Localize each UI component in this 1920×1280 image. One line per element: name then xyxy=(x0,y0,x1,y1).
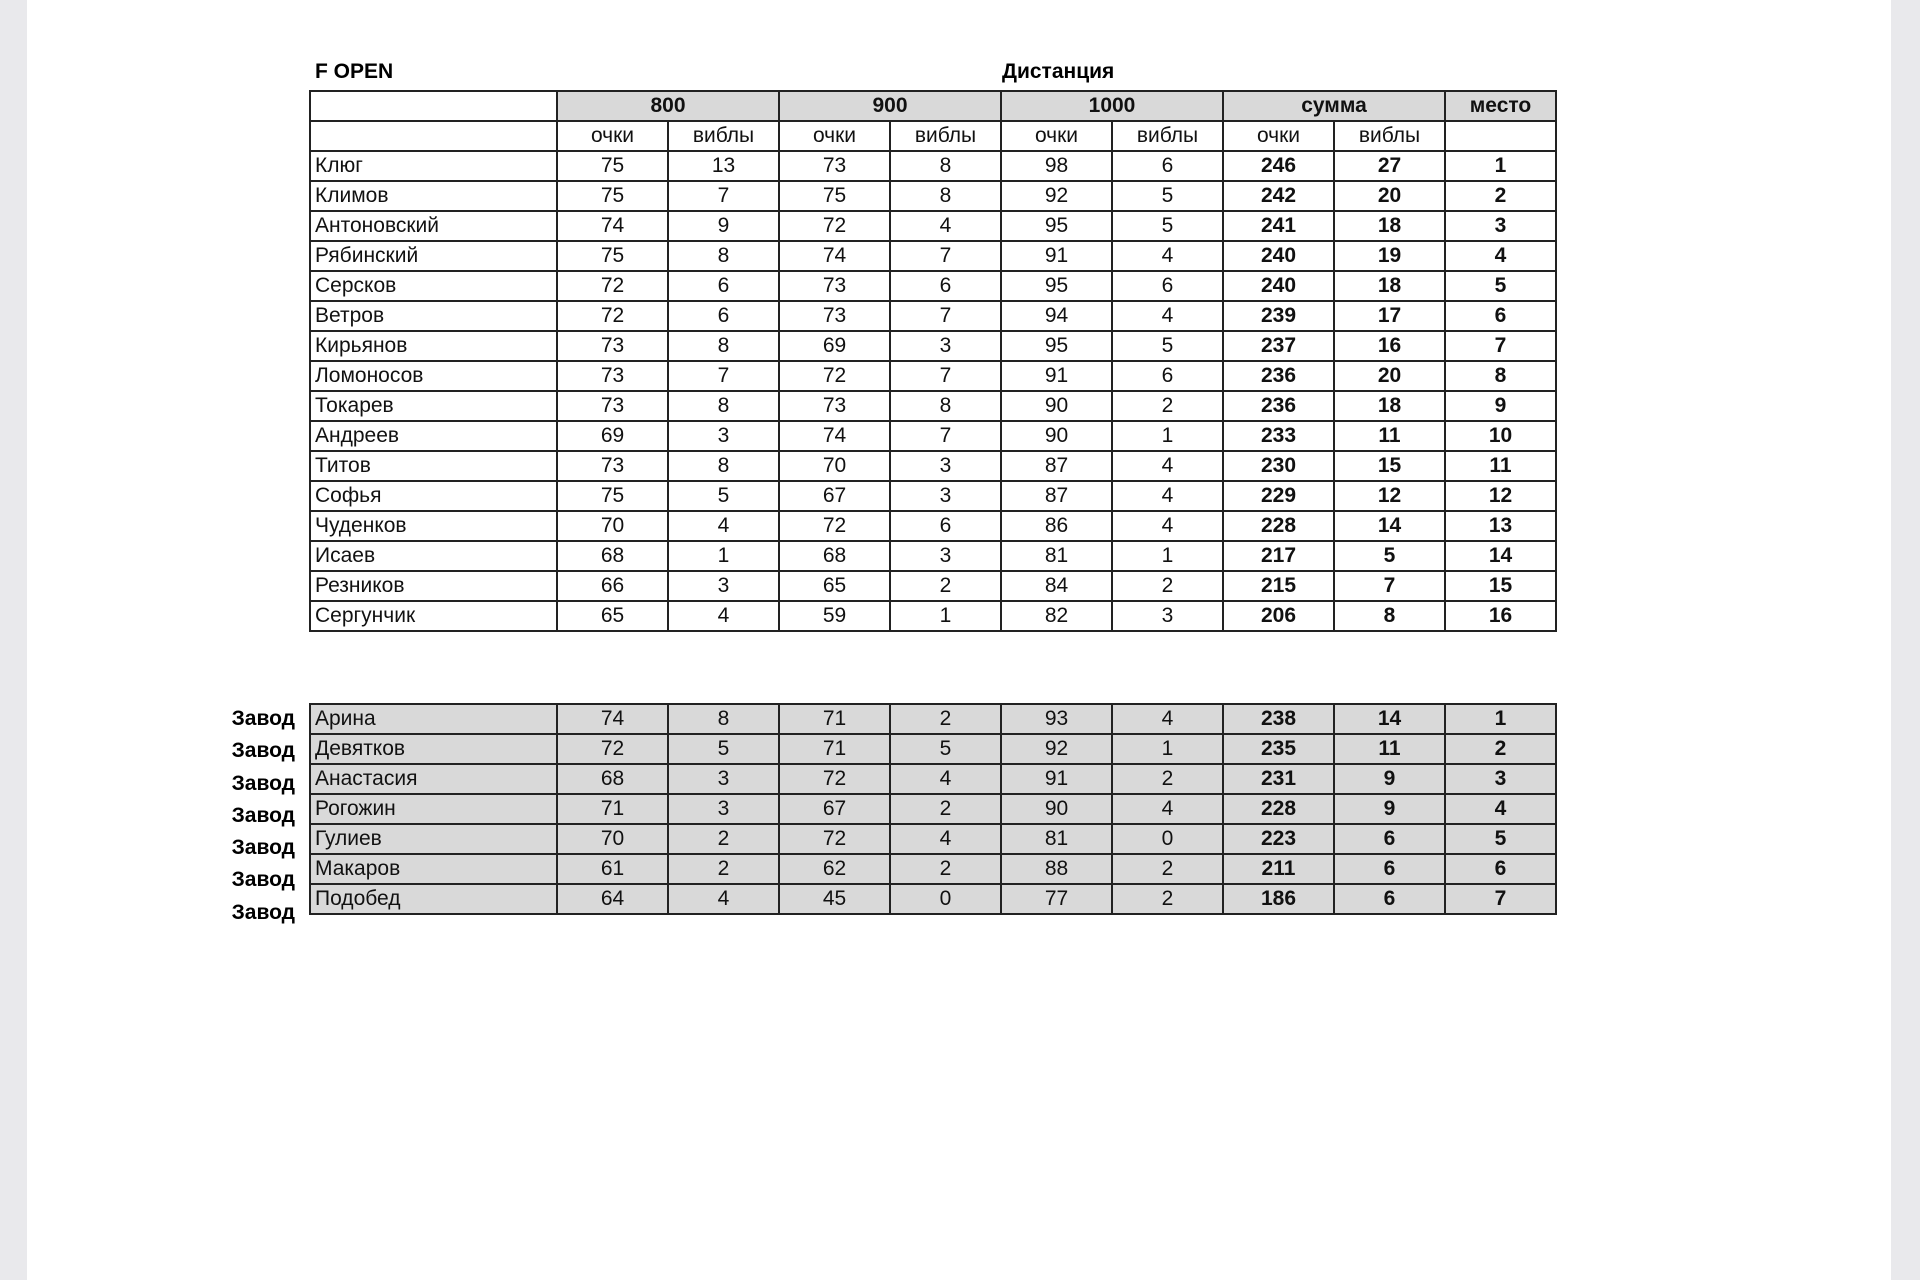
sum-cell: 242 xyxy=(1223,181,1334,211)
place-cell: 12 xyxy=(1445,481,1556,511)
results-table xyxy=(309,90,1557,632)
value-cell: 75 xyxy=(557,481,668,511)
value-cell: 84 xyxy=(1001,571,1112,601)
value-cell: 73 xyxy=(557,391,668,421)
value-cell: 6 xyxy=(1112,271,1223,301)
factory-label: Завод xyxy=(231,771,295,795)
value-cell: 8 xyxy=(890,391,1001,421)
sub-header-cell: очки xyxy=(1223,121,1334,151)
value-cell: 91 xyxy=(1001,241,1112,271)
value-cell: 67 xyxy=(779,794,890,824)
participant-name-cell: Сергунчик xyxy=(310,601,557,631)
value-cell: 3 xyxy=(890,331,1001,361)
value-cell: 91 xyxy=(1001,361,1112,391)
value-cell: 95 xyxy=(1001,331,1112,361)
value-cell: 4 xyxy=(668,884,779,914)
value-cell: 5 xyxy=(890,734,1001,764)
value-cell: 2 xyxy=(890,704,1001,734)
value-cell: 81 xyxy=(1001,824,1112,854)
factory-label: Завод xyxy=(231,803,295,827)
table-subtitle: Дистанция xyxy=(1002,60,1115,83)
factory-table-row xyxy=(310,794,1556,824)
participant-name-cell: Чуденков xyxy=(310,511,557,541)
place-cell: 1 xyxy=(1445,151,1556,181)
sum-cell: 238 xyxy=(1223,704,1334,734)
participant-name-cell: Макаров xyxy=(310,854,557,884)
sum-cell: 15 xyxy=(1334,451,1445,481)
value-cell: 61 xyxy=(557,854,668,884)
table-row xyxy=(310,301,1556,331)
table-title: F OPEN xyxy=(315,60,394,83)
sum-cell: 20 xyxy=(1334,181,1445,211)
value-cell: 66 xyxy=(557,571,668,601)
value-cell: 45 xyxy=(779,884,890,914)
value-cell: 4 xyxy=(1112,451,1223,481)
value-cell: 72 xyxy=(779,361,890,391)
value-cell: 90 xyxy=(1001,794,1112,824)
participant-name-cell: Серсков xyxy=(310,271,557,301)
value-cell: 72 xyxy=(557,734,668,764)
value-cell: 77 xyxy=(1001,884,1112,914)
value-cell: 2 xyxy=(890,854,1001,884)
sum-cell: 17 xyxy=(1334,301,1445,331)
place-cell: 15 xyxy=(1445,571,1556,601)
value-cell: 65 xyxy=(557,601,668,631)
value-cell: 3 xyxy=(890,481,1001,511)
participant-name-cell: Титов xyxy=(310,451,557,481)
value-cell: 1 xyxy=(890,601,1001,631)
value-cell: 71 xyxy=(779,704,890,734)
factory-table-row xyxy=(310,884,1556,914)
factory-table-row xyxy=(310,734,1556,764)
value-cell: 8 xyxy=(668,451,779,481)
value-cell: 68 xyxy=(557,764,668,794)
value-cell: 59 xyxy=(779,601,890,631)
place-cell: 10 xyxy=(1445,421,1556,451)
sum-cell: 240 xyxy=(1223,241,1334,271)
value-cell: 3 xyxy=(668,794,779,824)
value-cell: 73 xyxy=(557,331,668,361)
value-cell: 7 xyxy=(668,181,779,211)
value-cell: 74 xyxy=(557,704,668,734)
value-cell: 69 xyxy=(557,421,668,451)
value-cell: 5 xyxy=(1112,181,1223,211)
participant-name-cell: Кирьянов xyxy=(310,331,557,361)
value-cell: 74 xyxy=(557,211,668,241)
value-cell: 87 xyxy=(1001,451,1112,481)
place-cell: 7 xyxy=(1445,331,1556,361)
value-cell: 8 xyxy=(890,151,1001,181)
value-cell: 3 xyxy=(668,421,779,451)
sub-header-cell: очки xyxy=(1001,121,1112,151)
sum-cell: 231 xyxy=(1223,764,1334,794)
value-cell: 7 xyxy=(890,361,1001,391)
factory-results-table-body xyxy=(310,704,1556,914)
sum-cell: 235 xyxy=(1223,734,1334,764)
value-cell: 73 xyxy=(557,451,668,481)
value-cell: 73 xyxy=(779,271,890,301)
value-cell: 2 xyxy=(1112,391,1223,421)
value-cell: 3 xyxy=(1112,601,1223,631)
value-cell: 81 xyxy=(1001,541,1112,571)
place-cell: 13 xyxy=(1445,511,1556,541)
place-cell: 4 xyxy=(1445,794,1556,824)
place-cell: 14 xyxy=(1445,541,1556,571)
sum-cell: 228 xyxy=(1223,794,1334,824)
table-row xyxy=(310,421,1556,451)
value-cell: 73 xyxy=(779,391,890,421)
sub-header-row xyxy=(310,121,1556,151)
value-cell: 75 xyxy=(557,241,668,271)
table-row xyxy=(310,571,1556,601)
place-cell: 2 xyxy=(1445,181,1556,211)
table-row xyxy=(310,391,1556,421)
value-cell: 4 xyxy=(890,211,1001,241)
factory-label: Завод xyxy=(231,868,295,892)
place-cell: 8 xyxy=(1445,361,1556,391)
value-cell: 1 xyxy=(1112,734,1223,764)
factory-label: Завод xyxy=(231,707,295,730)
value-cell: 6 xyxy=(890,511,1001,541)
value-cell: 2 xyxy=(1112,854,1223,884)
value-cell: 69 xyxy=(779,331,890,361)
sum-cell: 223 xyxy=(1223,824,1334,854)
table-row xyxy=(310,331,1556,361)
value-cell: 87 xyxy=(1001,481,1112,511)
participant-name-cell: Резников xyxy=(310,571,557,601)
value-cell: 8 xyxy=(668,391,779,421)
value-cell: 8 xyxy=(668,241,779,271)
place-cell: 16 xyxy=(1445,601,1556,631)
sub-header-cell: очки xyxy=(779,121,890,151)
value-cell: 8 xyxy=(668,704,779,734)
sum-cell: 19 xyxy=(1334,241,1445,271)
place-cell: 6 xyxy=(1445,854,1556,884)
place-cell: 9 xyxy=(1445,391,1556,421)
place-cell: 1 xyxy=(1445,704,1556,734)
value-cell: 5 xyxy=(668,734,779,764)
sum-cell: 186 xyxy=(1223,884,1334,914)
sum-cell: 229 xyxy=(1223,481,1334,511)
value-cell: 7 xyxy=(668,361,779,391)
value-cell: 75 xyxy=(557,181,668,211)
value-cell: 72 xyxy=(557,271,668,301)
value-cell: 8 xyxy=(890,181,1001,211)
value-cell: 6 xyxy=(668,271,779,301)
participant-name-cell: Ломоносов xyxy=(310,361,557,391)
sum-cell: 211 xyxy=(1223,854,1334,884)
value-cell: 73 xyxy=(557,361,668,391)
sum-cell: 16 xyxy=(1334,331,1445,361)
place-cell: 2 xyxy=(1445,734,1556,764)
value-cell: 72 xyxy=(557,301,668,331)
value-cell: 75 xyxy=(779,181,890,211)
table-row xyxy=(310,451,1556,481)
sum-cell: 11 xyxy=(1334,734,1445,764)
sum-cell: 236 xyxy=(1223,361,1334,391)
table-row xyxy=(310,481,1556,511)
sum-cell: 241 xyxy=(1223,211,1334,241)
value-cell: 7 xyxy=(890,301,1001,331)
sum-cell: 206 xyxy=(1223,601,1334,631)
sum-cell: 20 xyxy=(1334,361,1445,391)
value-cell: 2 xyxy=(668,854,779,884)
group-header-row xyxy=(310,91,1556,121)
sum-cell: 233 xyxy=(1223,421,1334,451)
factory-label: Завод xyxy=(231,836,295,860)
table-row xyxy=(310,241,1556,271)
sum-cell: 246 xyxy=(1223,151,1334,181)
results-table-body xyxy=(310,91,1556,631)
participant-name-cell: Рогожин xyxy=(310,794,557,824)
value-cell: 90 xyxy=(1001,391,1112,421)
header-blank-cell xyxy=(310,91,557,121)
sum-cell: 240 xyxy=(1223,271,1334,301)
value-cell: 71 xyxy=(557,794,668,824)
table-row xyxy=(310,151,1556,181)
table-row xyxy=(310,361,1556,391)
participant-name-cell: Токарев xyxy=(310,391,557,421)
value-cell: 7 xyxy=(890,421,1001,451)
value-cell: 88 xyxy=(1001,854,1112,884)
document-page xyxy=(27,0,1891,1280)
table-row xyxy=(310,541,1556,571)
factory-label: Завод xyxy=(231,900,295,924)
value-cell: 86 xyxy=(1001,511,1112,541)
participant-name-cell: Девятков xyxy=(310,734,557,764)
value-cell: 94 xyxy=(1001,301,1112,331)
value-cell: 6 xyxy=(1112,151,1223,181)
sum-cell: 18 xyxy=(1334,271,1445,301)
sum-cell: 236 xyxy=(1223,391,1334,421)
value-cell: 72 xyxy=(779,764,890,794)
place-cell: 5 xyxy=(1445,271,1556,301)
sum-cell: 8 xyxy=(1334,601,1445,631)
place-cell: 3 xyxy=(1445,211,1556,241)
value-cell: 90 xyxy=(1001,421,1112,451)
value-cell: 72 xyxy=(779,511,890,541)
sum-cell: 14 xyxy=(1334,511,1445,541)
value-cell: 5 xyxy=(1112,331,1223,361)
header-place: место xyxy=(1445,91,1556,121)
table-row xyxy=(310,511,1556,541)
value-cell: 62 xyxy=(779,854,890,884)
value-cell: 68 xyxy=(557,541,668,571)
participant-name-cell: Антоновский xyxy=(310,211,557,241)
value-cell: 65 xyxy=(779,571,890,601)
value-cell: 1 xyxy=(1112,421,1223,451)
sum-cell: 215 xyxy=(1223,571,1334,601)
value-cell: 9 xyxy=(668,211,779,241)
sum-cell: 9 xyxy=(1334,764,1445,794)
value-cell: 8 xyxy=(668,331,779,361)
sum-cell: 217 xyxy=(1223,541,1334,571)
value-cell: 67 xyxy=(779,481,890,511)
sum-cell: 12 xyxy=(1334,481,1445,511)
sum-cell: 228 xyxy=(1223,511,1334,541)
value-cell: 64 xyxy=(557,884,668,914)
value-cell: 6 xyxy=(890,271,1001,301)
value-cell: 4 xyxy=(890,764,1001,794)
sub-header-cell: виблы xyxy=(1112,121,1223,151)
value-cell: 92 xyxy=(1001,181,1112,211)
factory-table-row xyxy=(310,704,1556,734)
value-cell: 3 xyxy=(890,541,1001,571)
value-cell: 98 xyxy=(1001,151,1112,181)
participant-name-cell: Исаев xyxy=(310,541,557,571)
value-cell: 6 xyxy=(668,301,779,331)
value-cell: 5 xyxy=(668,481,779,511)
table-row xyxy=(310,211,1556,241)
value-cell: 68 xyxy=(779,541,890,571)
value-cell: 70 xyxy=(779,451,890,481)
header-sum: сумма xyxy=(1223,91,1445,121)
sub-header-cell: виблы xyxy=(668,121,779,151)
participant-name-cell: Климов xyxy=(310,181,557,211)
table-row xyxy=(310,181,1556,211)
value-cell: 4 xyxy=(1112,704,1223,734)
value-cell: 7 xyxy=(890,241,1001,271)
participant-name-cell: Софья xyxy=(310,481,557,511)
value-cell: 71 xyxy=(779,734,890,764)
table-row xyxy=(310,271,1556,301)
participant-name-cell: Анастасия xyxy=(310,764,557,794)
place-cell: 7 xyxy=(1445,884,1556,914)
participant-name-cell: Рябинский xyxy=(310,241,557,271)
sub-header-blank-cell xyxy=(1445,121,1556,151)
sum-cell: 239 xyxy=(1223,301,1334,331)
value-cell: 2 xyxy=(668,824,779,854)
value-cell: 4 xyxy=(1112,511,1223,541)
factory-table-row xyxy=(310,854,1556,884)
sum-cell: 230 xyxy=(1223,451,1334,481)
value-cell: 95 xyxy=(1001,271,1112,301)
sum-cell: 5 xyxy=(1334,541,1445,571)
value-cell: 0 xyxy=(890,884,1001,914)
value-cell: 4 xyxy=(1112,481,1223,511)
sum-cell: 27 xyxy=(1334,151,1445,181)
value-cell: 13 xyxy=(668,151,779,181)
factory-label: Завод xyxy=(231,739,295,763)
sum-cell: 7 xyxy=(1334,571,1445,601)
header-distance-900: 900 xyxy=(779,91,1001,121)
sum-cell: 237 xyxy=(1223,331,1334,361)
place-cell: 11 xyxy=(1445,451,1556,481)
value-cell: 91 xyxy=(1001,764,1112,794)
value-cell: 74 xyxy=(779,241,890,271)
value-cell: 92 xyxy=(1001,734,1112,764)
value-cell: 2 xyxy=(1112,884,1223,914)
sum-cell: 6 xyxy=(1334,884,1445,914)
value-cell: 2 xyxy=(890,794,1001,824)
value-cell: 73 xyxy=(779,151,890,181)
value-cell: 3 xyxy=(668,764,779,794)
place-cell: 6 xyxy=(1445,301,1556,331)
value-cell: 1 xyxy=(668,541,779,571)
sum-cell: 14 xyxy=(1334,704,1445,734)
sub-header-blank-cell xyxy=(310,121,557,151)
value-cell: 70 xyxy=(557,511,668,541)
place-cell: 5 xyxy=(1445,824,1556,854)
value-cell: 4 xyxy=(890,824,1001,854)
value-cell: 3 xyxy=(668,571,779,601)
factory-table-row xyxy=(310,824,1556,854)
place-cell: 4 xyxy=(1445,241,1556,271)
participant-name-cell: Ветров xyxy=(310,301,557,331)
value-cell: 2 xyxy=(1112,764,1223,794)
header-distance-1000: 1000 xyxy=(1001,91,1223,121)
sum-cell: 6 xyxy=(1334,854,1445,884)
value-cell: 2 xyxy=(890,571,1001,601)
value-cell: 72 xyxy=(779,824,890,854)
participant-name-cell: Арина xyxy=(310,704,557,734)
value-cell: 73 xyxy=(779,301,890,331)
value-cell: 95 xyxy=(1001,211,1112,241)
value-cell: 5 xyxy=(1112,211,1223,241)
value-cell: 1 xyxy=(1112,541,1223,571)
header-distance-800: 800 xyxy=(557,91,779,121)
participant-name-cell: Клюг xyxy=(310,151,557,181)
table-row xyxy=(310,601,1556,631)
value-cell: 72 xyxy=(779,211,890,241)
value-cell: 4 xyxy=(668,511,779,541)
sub-header-cell: очки xyxy=(557,121,668,151)
sum-cell: 18 xyxy=(1334,391,1445,421)
sum-cell: 6 xyxy=(1334,824,1445,854)
value-cell: 4 xyxy=(668,601,779,631)
value-cell: 6 xyxy=(1112,361,1223,391)
value-cell: 2 xyxy=(1112,571,1223,601)
factory-labels-column xyxy=(177,703,295,929)
sum-cell: 11 xyxy=(1334,421,1445,451)
value-cell: 70 xyxy=(557,824,668,854)
sub-header-cell: виблы xyxy=(1334,121,1445,151)
value-cell: 0 xyxy=(1112,824,1223,854)
sum-cell: 18 xyxy=(1334,211,1445,241)
value-cell: 3 xyxy=(890,451,1001,481)
value-cell: 74 xyxy=(779,421,890,451)
participant-name-cell: Подобед xyxy=(310,884,557,914)
value-cell: 75 xyxy=(557,151,668,181)
value-cell: 82 xyxy=(1001,601,1112,631)
place-cell: 3 xyxy=(1445,764,1556,794)
value-cell: 4 xyxy=(1112,794,1223,824)
factory-table-row xyxy=(310,764,1556,794)
value-cell: 4 xyxy=(1112,241,1223,271)
sub-header-cell: виблы xyxy=(890,121,1001,151)
factory-results-table xyxy=(309,703,1557,915)
participant-name-cell: Гулиев xyxy=(310,824,557,854)
participant-name-cell: Андреев xyxy=(310,421,557,451)
value-cell: 93 xyxy=(1001,704,1112,734)
value-cell: 4 xyxy=(1112,301,1223,331)
sum-cell: 9 xyxy=(1334,794,1445,824)
